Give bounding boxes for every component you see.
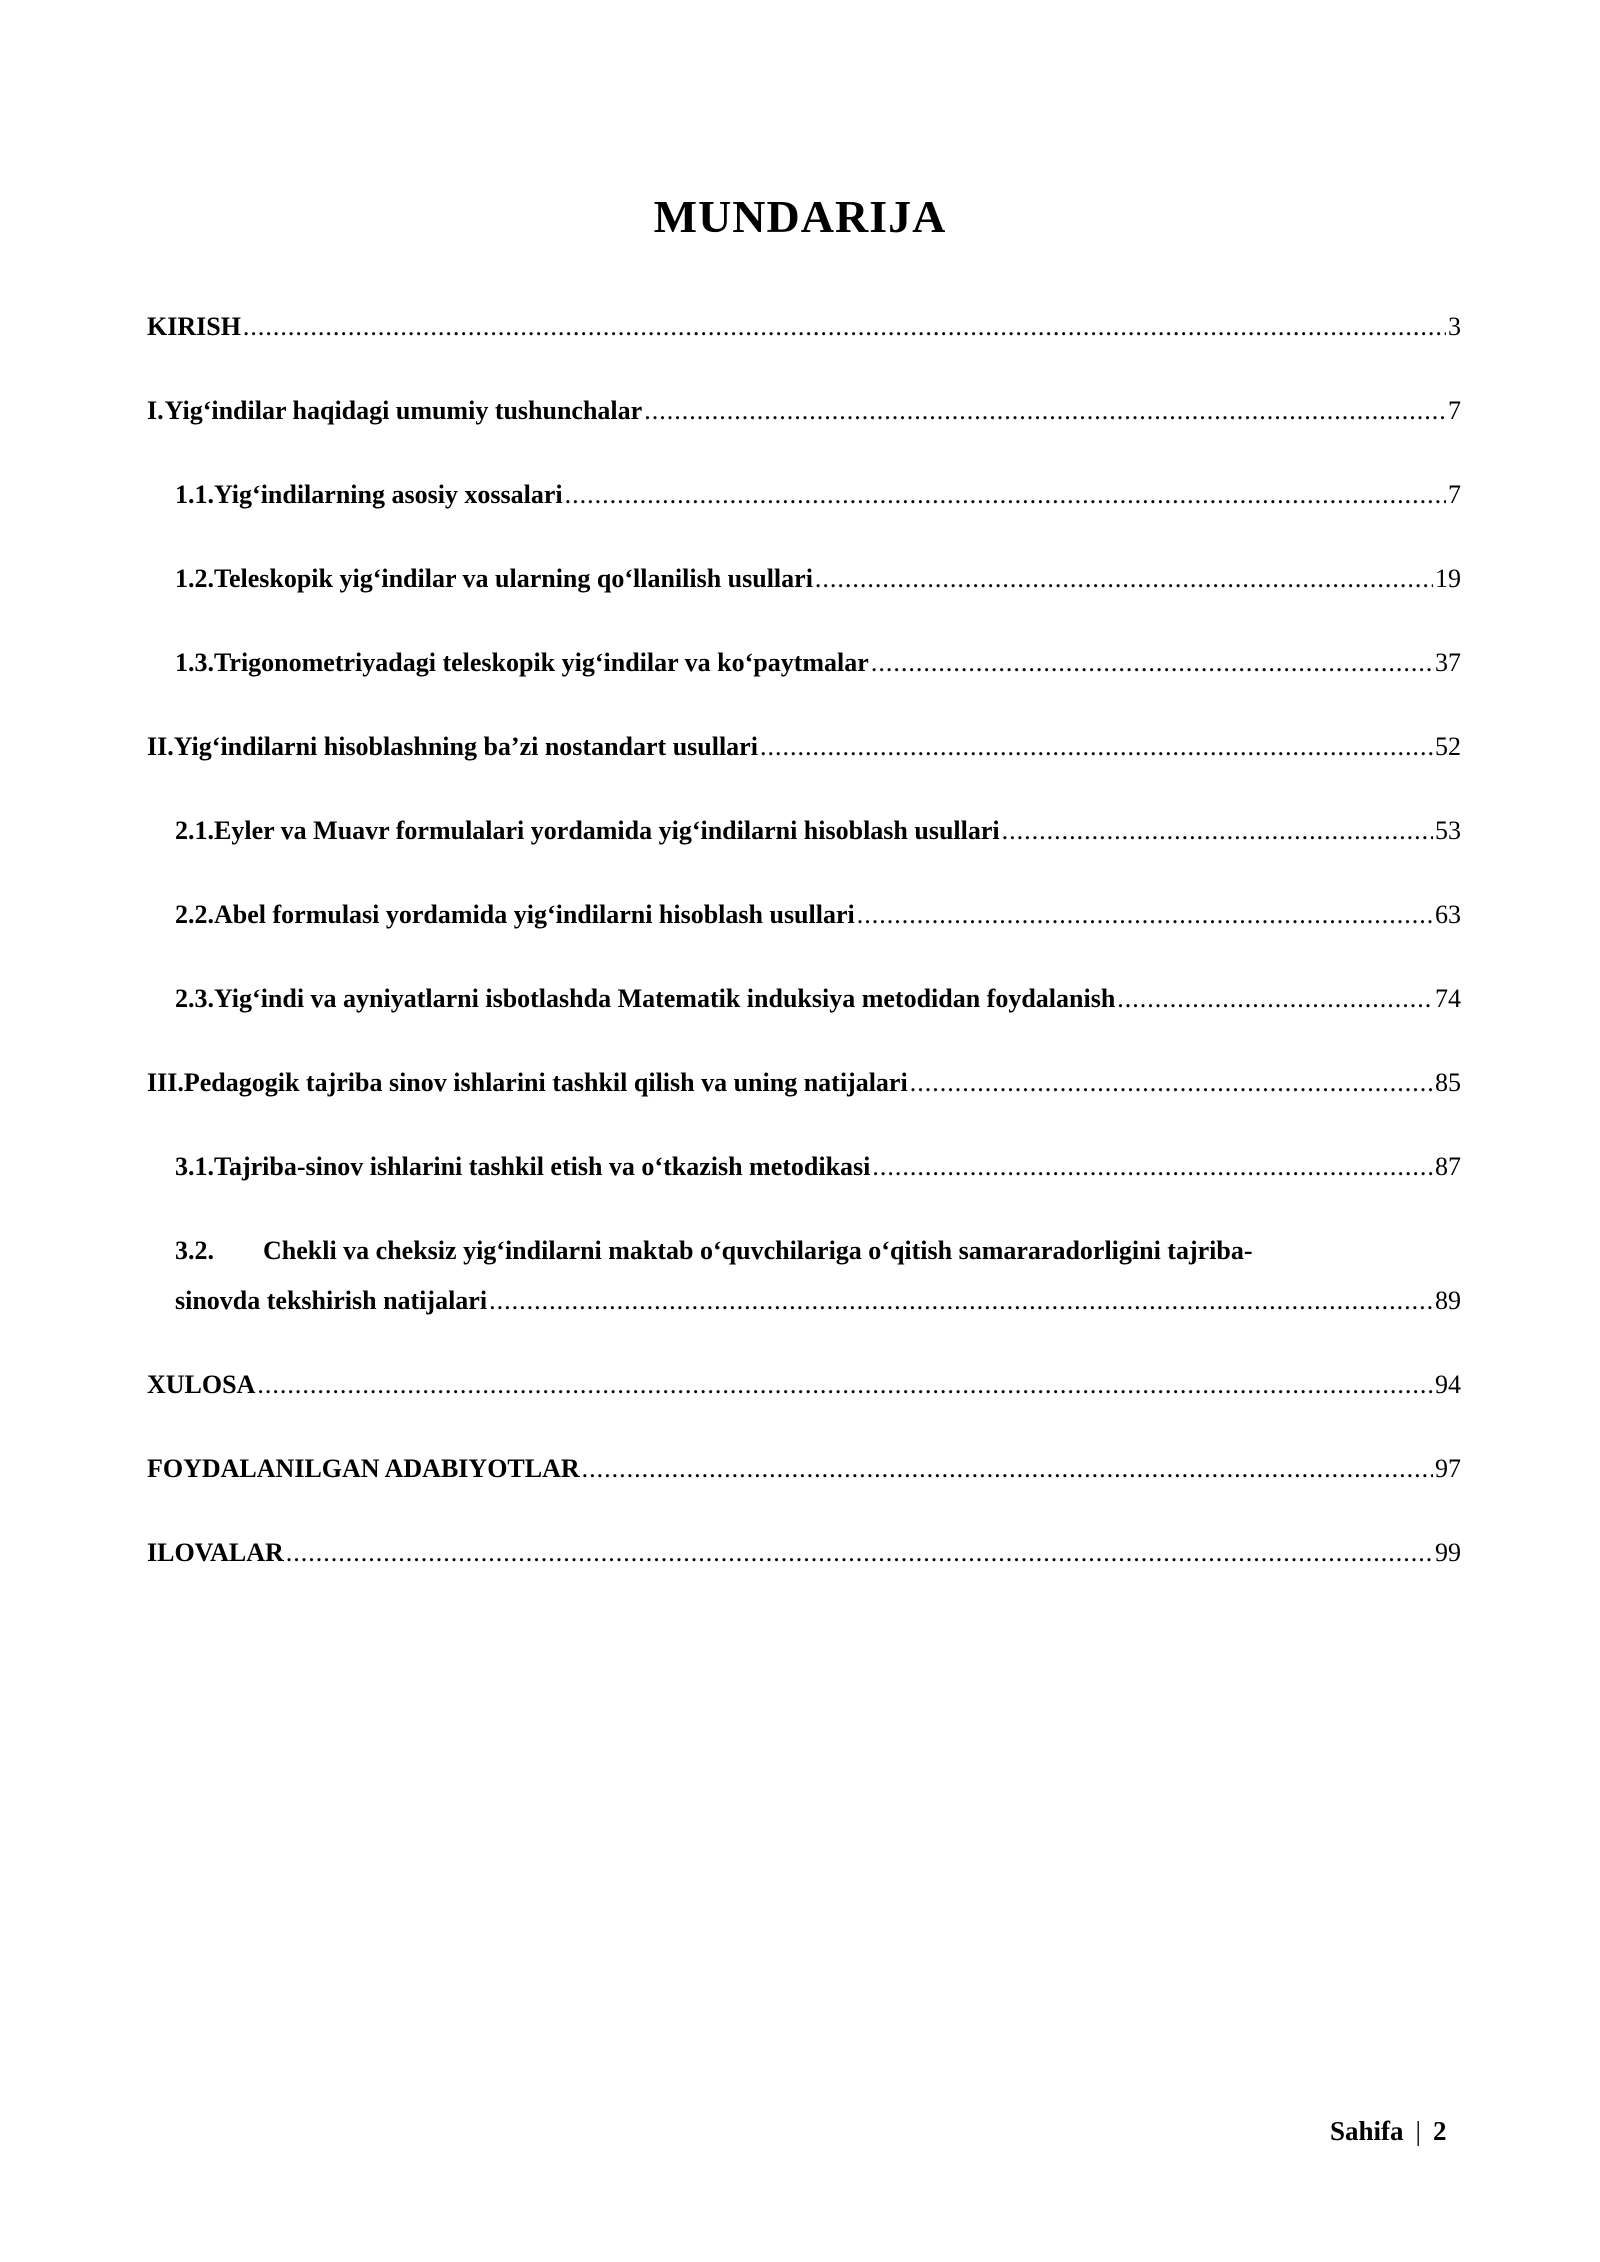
toc-entry-kirish[interactable] <box>147 310 1461 344</box>
toc-entry-2-2[interactable] <box>175 898 1461 932</box>
toc-entry-text: Teleskopik yig‘indilar va ularning qo‘llanilish usullari <box>214 564 813 593</box>
toc-entry-number: I. <box>147 396 164 425</box>
leader-dots <box>582 1452 1433 1486</box>
toc-entry-3-2[interactable] <box>175 1234 1461 1318</box>
toc-entry-number: 3.1. <box>175 1152 214 1181</box>
toc-page-number: 53 <box>1435 816 1461 845</box>
toc-entry-number: II. <box>147 732 174 761</box>
page-title: MUNDARIJA <box>653 191 947 242</box>
toc-entry-chapter-3[interactable] <box>147 1066 1461 1100</box>
leader-dots <box>1117 982 1433 1016</box>
toc-entry-1-2[interactable] <box>175 562 1461 596</box>
toc-entry-number: 1.1. <box>175 480 214 509</box>
toc-entry-adabiyotlar[interactable] <box>147 1452 1461 1486</box>
leader-dots <box>1002 814 1433 848</box>
toc-entry-number: 2.3. <box>175 984 214 1013</box>
toc-entry-text-line1: Chekli va cheksiz yig‘indilarni maktab o‘quvchilariga o‘qitish samararadorligini tajriba- <box>263 1236 1253 1265</box>
toc-entry-3-1[interactable] <box>175 1150 1461 1184</box>
toc-entry-chapter-2[interactable] <box>147 730 1461 764</box>
toc-entry-text: Yig‘indi va ayniyatlarni isbotlashda Matematik induksiya metodidan foydalanish <box>214 984 1116 1013</box>
toc-entry-text: ILOVALAR <box>147 1538 284 1567</box>
toc-entry-chapter-1[interactable] <box>147 394 1461 428</box>
toc-entry-xulosa[interactable] <box>147 1368 1461 1402</box>
leader-dots <box>872 1150 1433 1184</box>
toc-page-number: 97 <box>1435 1454 1461 1483</box>
leader-dots <box>857 898 1433 932</box>
toc-page-number: 37 <box>1435 648 1461 677</box>
toc-page-number: 7 <box>1448 480 1461 509</box>
toc-entry-number: 2.2. <box>175 900 214 929</box>
page-footer <box>1330 2116 1446 2147</box>
footer-page-number: 2 <box>1432 2116 1447 2146</box>
toc-entry-number: III. <box>147 1068 184 1097</box>
toc-entry-text: Trigonometriyadagi teleskopik yig‘indilar va ko‘paytmalar <box>214 648 869 677</box>
toc-page-number: 3 <box>1448 312 1461 341</box>
toc-entry-text: Tajriba-sinov ishlarini tashkil etish va o‘tkazish metodikasi <box>214 1152 871 1181</box>
toc-entry-text: Yig‘indilar haqidagi umumiy tushunchalar <box>164 396 643 425</box>
toc-page-number: 89 <box>1435 1286 1461 1315</box>
leader-dots <box>910 1066 1433 1100</box>
toc-entry-1-3[interactable] <box>175 646 1461 680</box>
toc-page-number: 99 <box>1435 1538 1461 1567</box>
leader-dots <box>489 1284 1433 1318</box>
toc-entry-1-1[interactable] <box>175 478 1461 512</box>
toc-entry-2-3[interactable] <box>175 982 1461 1016</box>
toc-entry-2-1[interactable] <box>175 814 1461 848</box>
toc-page-number: 52 <box>1435 732 1461 761</box>
leader-dots <box>815 562 1433 596</box>
leader-dots <box>871 646 1433 680</box>
leader-dots <box>760 730 1433 764</box>
leader-dots <box>565 478 1446 512</box>
footer-separator: | <box>1415 2116 1421 2146</box>
toc-entry-text: Yig‘indilarni hisoblashning ba’zi nostandart usullari <box>173 732 758 761</box>
toc-entry-number: 3.2. <box>175 1236 214 1265</box>
toc-page-number: 19 <box>1435 564 1461 593</box>
toc-entry-number: 1.2. <box>175 564 214 593</box>
leader-dots <box>644 394 1446 428</box>
toc-entry-text-line2: sinovda tekshirish natijalari <box>175 1286 488 1315</box>
toc-page-number: 74 <box>1435 984 1461 1013</box>
toc-page-number: 7 <box>1448 396 1461 425</box>
toc-entry-text: FOYDALANILGAN ADABIYOTLAR <box>147 1454 580 1483</box>
toc-entry-text: XULOSA <box>147 1370 256 1399</box>
toc-page-number: 85 <box>1435 1068 1461 1097</box>
toc-page-number: 94 <box>1435 1370 1461 1399</box>
toc-entry-text: Eyler va Muavr formulalari yordamida yig‘indilarni hisoblash usullari <box>214 816 1000 845</box>
toc-page-number: 87 <box>1435 1152 1461 1181</box>
toc-entry-ilovalar[interactable] <box>147 1536 1461 1570</box>
toc-entry-number: 2.1. <box>175 816 214 845</box>
toc-entry-text: Yig‘indilarning asosiy xossalari <box>214 480 563 509</box>
leader-dots <box>243 310 1446 344</box>
leader-dots <box>257 1368 1433 1402</box>
toc-entry-number: 1.3. <box>175 648 214 677</box>
footer-label: Sahifa <box>1330 2116 1404 2146</box>
toc-entry-text: Abel formulasi yordamida yig‘indilarni hisoblash usullari <box>214 900 855 929</box>
leader-dots <box>286 1536 1433 1570</box>
toc-entry-text: Pedagogik tajriba sinov ishlarini tashkil qilish va uning natijalari <box>183 1068 908 1097</box>
toc-page-number: 63 <box>1435 900 1461 929</box>
toc-entry-text: KIRISH <box>147 312 241 341</box>
